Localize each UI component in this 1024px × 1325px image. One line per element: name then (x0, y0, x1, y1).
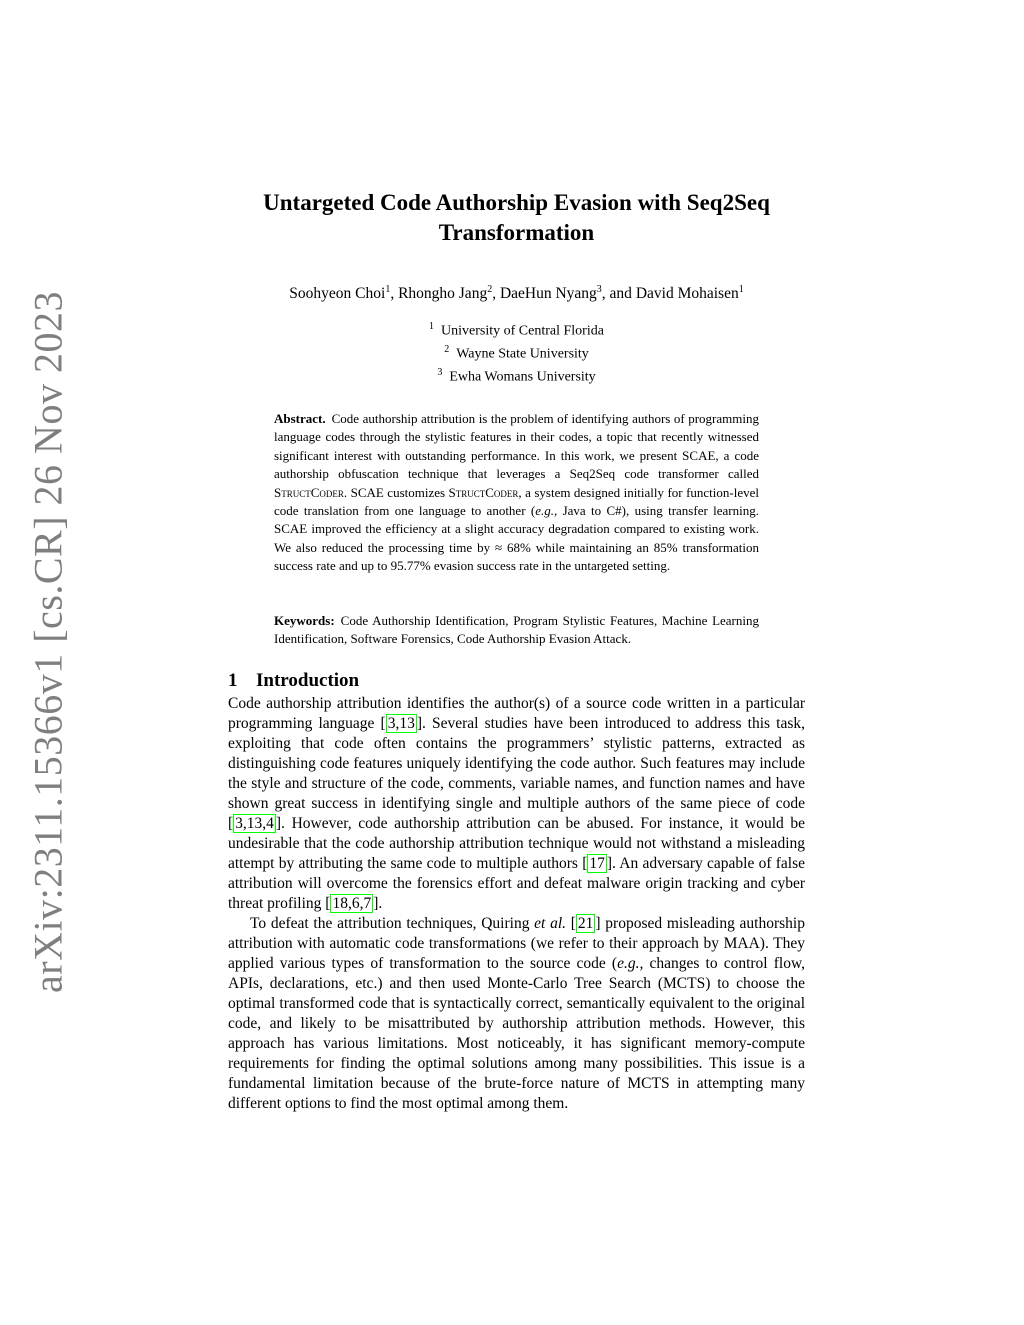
section-heading (228, 670, 359, 692)
citation-link[interactable]: 3,13,4 (235, 815, 274, 832)
body-text: Code authorship attribution identifies the author(s) of a source code written in a particular programming language [ (228, 695, 805, 732)
affiliation (228, 341, 805, 364)
affiliation-list (228, 318, 805, 387)
keywords-text: Code Authorship Identification, Program Stylistic Features, Machine Learning Identification, Software Forensics, Code Authorship Evasion Attack. (274, 613, 759, 647)
affiliation (228, 318, 805, 341)
author-name: David Mohaisen (635, 285, 739, 303)
author-affil-mark: 2 (487, 284, 493, 295)
affiliation-name: Ewha Womans University (449, 369, 596, 385)
author-affil-mark: 1 (738, 284, 744, 295)
citation-link[interactable]: 17 (589, 855, 605, 872)
system-name: StructCoder (448, 484, 519, 500)
author-affil-mark: 1 (385, 284, 391, 295)
body-text: ]. Several studies have been introduced to address this task, exploiting that code often contains the programmers’ stylistic patterns, extracted as distinguishing code features uniquely identifying the code author. Such features may include the style and structure of the code, comments, variable names, and function names and have shown great success in identifying single and multiple authors of the same piece of code [ (228, 715, 806, 832)
body-text: ]. However, code authorship attribution can be abused. For instance, it would be undesirable that the code authorship attribution technique would not withstand a misleading attempt by attributing the same code to multiple authors [ (228, 815, 805, 872)
affiliation-mark: 3 (437, 367, 443, 379)
author-separator: , (390, 285, 399, 303)
author-separator: , and (601, 285, 636, 303)
system-name: StructCoder (274, 484, 344, 500)
author-name: DaeHun Nyang (499, 285, 597, 303)
author-name: Rhongho Jang (398, 285, 488, 303)
body-text: [ (566, 915, 576, 932)
citation-link[interactable]: 21 (577, 915, 594, 932)
abstract-label: Abstract. (274, 411, 326, 426)
body-emphasis: et al. (534, 915, 567, 932)
author-separator: , (492, 285, 500, 303)
section-title: Introduction (256, 670, 360, 691)
author-affil-mark: 3 (596, 284, 602, 295)
paper-title (228, 188, 805, 248)
abstract-emphasis: e.g., (535, 503, 558, 519)
affiliation (228, 364, 805, 387)
body-text: ]. (373, 895, 383, 912)
affiliation-name: Wayne State University (456, 346, 589, 362)
paragraph (228, 914, 805, 1114)
affiliation-mark: 1 (429, 321, 435, 332)
section-body (228, 694, 805, 1114)
body-text: ] proposed misleading authorship attribution with automatic code transformations (we refer to their approach by MAA). They applied various types of transformation to the source code ( (228, 915, 805, 972)
affiliation-mark: 2 (444, 344, 450, 356)
arxiv-identifier: arXiv:2311.15366v1 [cs.CR] 26 Nov 2023 (25, 291, 71, 993)
abstract (274, 410, 759, 576)
keywords (274, 612, 759, 649)
body-text: changes to control flow, APIs, declarations, etc.) and then used Monte-Carlo Tree Search (MCTS) to choose the optimal transformed code that is syntactically correct, semantically equivalent to the original code, and likely to be misattributed by authorship attribution methods. However, this approach has various limitations. Most noticeably, it has significant memory-compute requirements for finding the optimal solutions among many possibilities. This issue is a fundamental limitation because of the brute-force nature of MCTS in attempting many different options to find the most optimal among them. (228, 955, 806, 1112)
body-text: ]. An adversary capable of false attribution will overcome the forensics effort and defeat malware origin tracking and cyber threat profiling [ (228, 855, 805, 912)
body-emphasis: e.g., (617, 955, 644, 972)
body-text: To defeat the attribution techniques, Quiring (250, 915, 535, 932)
title-line-2: Transformation (438, 220, 595, 245)
affiliation-name: University of Central Florida (441, 323, 604, 339)
paragraph (228, 694, 805, 914)
author-name: Soohyeon Choi (289, 285, 386, 303)
citation-link[interactable]: 3,13 (387, 715, 415, 732)
abstract-text: Code authorship attribution is the problem of identifying authors of programming language codes through the stylistic features in their codes, a topic that recently witnessed significant interest with outstanding performance. In this work, we present SCAE, a code authorship obfuscation technique that leverages a Seq2Seq code transformer called (274, 411, 759, 482)
abstract-text: Java to C#), using transfer learning. SCAE improved the efficiency at a slight accuracy degradation compared to existing work. We also reduced the processing time by ≈ 68% while maintaining an 85% transformation success rate and up to 95.77% evasion success rate in the untargeted setting. (274, 503, 759, 574)
title-line-1: Untargeted Code Authorship Evasion with Seq2Seq (263, 190, 770, 215)
abstract-text: , a system designed initially for function-level code translation from one language to another ( (274, 484, 759, 519)
section-number: 1 (228, 670, 238, 691)
citation-link[interactable]: 18,6,7 (332, 895, 372, 912)
author-list (228, 284, 805, 303)
abstract-text: . SCAE customizes (343, 484, 449, 500)
keywords-label: Keywords: (274, 613, 335, 628)
